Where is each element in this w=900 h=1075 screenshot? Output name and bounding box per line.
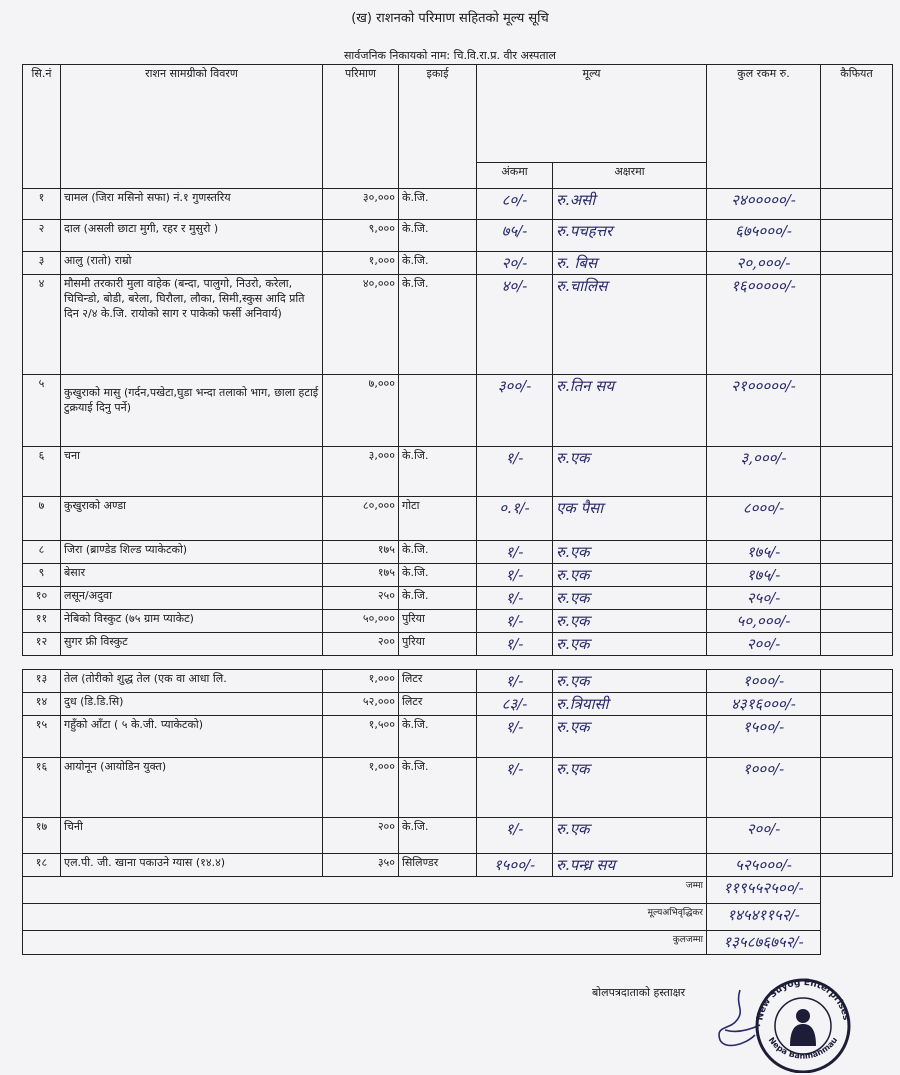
row-rate: १/- [477, 670, 553, 693]
table-row [23, 587, 893, 610]
stamp-emblem-icon [790, 1009, 816, 1046]
row-quantity: २०० [323, 633, 399, 656]
row-remarks [821, 541, 893, 564]
row-total: ४३१६०००/- [707, 693, 821, 716]
header-total: कुल रकम रु. [707, 65, 821, 189]
row-rate: १/- [477, 633, 553, 656]
row-sn: ४ [23, 275, 61, 375]
row-rate: ८३/- [477, 693, 553, 716]
row-rate: १/- [477, 818, 553, 854]
header-unit: इकाई [399, 65, 477, 189]
row-total: १६०००००/- [707, 275, 821, 375]
row-rate: १/- [477, 447, 553, 497]
row-total: ८०००/- [707, 497, 821, 541]
grand-total-value: १३५८७६७५२/- [707, 931, 821, 955]
row-sn: १८ [23, 854, 61, 877]
row-item: एल.पी. जी. खाना पकाउने ग्यास (१४.४) [61, 854, 323, 877]
row-rate: ४०/- [477, 275, 553, 375]
row-quantity: १,५०० [323, 716, 399, 758]
row-words: रु.पचहत्तर [553, 220, 707, 252]
row-sn: १० [23, 587, 61, 610]
row-item: चामल (जिरा मसिनो सफा) नं.१ गुणस्तरिय [61, 189, 323, 220]
row-unit: पुरिया [399, 610, 477, 633]
row-words: रु.तिन सय [553, 375, 707, 447]
row-unit: के.जि. [399, 447, 477, 497]
row-total: ५२५०००/- [707, 854, 821, 877]
row-words: रु.चालिस [553, 275, 707, 375]
row-total: २४०००००/- [707, 189, 821, 220]
row-total: २५०/- [707, 587, 821, 610]
row-remarks [821, 564, 893, 587]
row-rate: १/- [477, 716, 553, 758]
row-quantity: ३,००० [323, 447, 399, 497]
row-unit: के.जि. [399, 587, 477, 610]
table-row [23, 758, 893, 818]
row-unit: के.जि. [399, 716, 477, 758]
table-row [23, 497, 893, 541]
row-unit: के.जि. [399, 818, 477, 854]
row-quantity: १,००० [323, 758, 399, 818]
row-words: रु.एक [553, 670, 707, 693]
row-quantity: १,००० [323, 252, 399, 275]
row-sn: ८ [23, 541, 61, 564]
row-rate: ८०/- [477, 189, 553, 220]
row-rate: १/- [477, 758, 553, 818]
header-quantity: परिमाण [323, 65, 399, 189]
table-gap [23, 656, 893, 670]
row-words: रु.एक [553, 633, 707, 656]
row-item: सुगर फ्री विस्कुट [61, 633, 323, 656]
row-total: १७५/- [707, 564, 821, 587]
vat-value: १४५४११५२/- [707, 904, 821, 931]
row-unit: पुरिया [399, 633, 477, 656]
table-row [23, 220, 893, 252]
row-item: चना [61, 447, 323, 497]
row-total: २००/- [707, 818, 821, 854]
company-stamp [748, 968, 858, 1073]
table-row [23, 818, 893, 854]
row-total: ५०,०००/- [707, 610, 821, 633]
row-words: रु.एक [553, 447, 707, 497]
row-quantity: ५०,००० [323, 610, 399, 633]
row-unit: गोटा [399, 497, 477, 541]
row-words: रु.त्रियासी [553, 693, 707, 716]
row-quantity: २५० [323, 587, 399, 610]
vat-label: मूल्यअभिवृद्धिकर [23, 904, 707, 931]
table-row [23, 275, 893, 375]
row-remarks [821, 220, 893, 252]
row-remarks [821, 693, 893, 716]
row-item: आयोनून (आयोडिन युक्त) [61, 758, 323, 818]
row-total: २१०००००/- [707, 375, 821, 447]
table-row [23, 854, 893, 877]
row-remarks [821, 497, 893, 541]
row-sn: १ [23, 189, 61, 220]
row-quantity: ९,००० [323, 220, 399, 252]
stamp-company-name: New Suyog Enterprises [755, 977, 851, 1022]
row-total: १७५/- [707, 541, 821, 564]
row-total: ३,०००/- [707, 447, 821, 497]
row-rate: ०.१/- [477, 497, 553, 541]
subtotal-row [23, 877, 893, 904]
row-remarks [821, 716, 893, 758]
row-words: रु.एक [553, 564, 707, 587]
row-unit: लिटर [399, 693, 477, 716]
row-remarks [821, 818, 893, 854]
row-total: १५००/- [707, 716, 821, 758]
row-words: रु.असी [553, 189, 707, 220]
row-rate: २०/- [477, 252, 553, 275]
row-unit: लिटर [399, 670, 477, 693]
row-quantity: १,००० [323, 670, 399, 693]
row-sn: १५ [23, 716, 61, 758]
row-remarks [821, 758, 893, 818]
table-row [23, 447, 893, 497]
row-rate: १/- [477, 587, 553, 610]
row-sn: १४ [23, 693, 61, 716]
header-in-figures: अंकमा [477, 163, 553, 189]
row-item: तेल (तोरीको शुद्ध तेल (एक वा आधा लि. [61, 670, 323, 693]
row-item: आलु (रातो) राम्रो [61, 252, 323, 275]
row-item: गहुँको आँटा ( ५ के.जी. प्याकेटको) [61, 716, 323, 758]
row-rate: ३००/- [477, 375, 553, 447]
row-item: लसून/अदुवा [61, 587, 323, 610]
row-quantity: १७५ [323, 541, 399, 564]
row-total: १०००/- [707, 758, 821, 818]
row-unit [399, 375, 477, 447]
table-row [23, 564, 893, 587]
header-remarks: कैफियत [821, 65, 893, 189]
grand-total-row [23, 931, 893, 955]
header-sn: सि.नं [23, 65, 61, 189]
row-quantity: ३५० [323, 854, 399, 877]
row-rate: १/- [477, 564, 553, 587]
row-words: एक पैसा [553, 497, 707, 541]
row-sn: ७ [23, 497, 61, 541]
table-row [23, 252, 893, 275]
row-remarks [821, 587, 893, 610]
table-row [23, 189, 893, 220]
row-sn: १७ [23, 818, 61, 854]
row-quantity: २०० [323, 818, 399, 854]
row-item: दुध (डि.डि.सि) [61, 693, 323, 716]
row-quantity: १७५ [323, 564, 399, 587]
row-item: चिनी [61, 818, 323, 854]
row-words: रु.पन्ध्र सय [553, 854, 707, 877]
row-sn: ५ [23, 375, 61, 447]
row-remarks [821, 854, 893, 877]
row-item: बेसार [61, 564, 323, 587]
row-quantity: ५२,००० [323, 693, 399, 716]
row-remarks [821, 633, 893, 656]
header-item: राशन सामग्रीको विवरण [61, 65, 323, 189]
row-quantity: ३०,००० [323, 189, 399, 220]
row-remarks [821, 447, 893, 497]
row-unit: के.जि. [399, 564, 477, 587]
table-row [23, 693, 893, 716]
row-unit: सिलिण्डर [399, 854, 477, 877]
row-remarks [821, 610, 893, 633]
row-unit: के.जि. [399, 220, 477, 252]
row-words: रु.एक [553, 587, 707, 610]
row-unit: के.जि. [399, 252, 477, 275]
row-unit: के.जि. [399, 758, 477, 818]
row-sn: ११ [23, 610, 61, 633]
row-words: रु.एक [553, 541, 707, 564]
row-rate: १/- [477, 541, 553, 564]
row-sn: ९ [23, 564, 61, 587]
stamp-place: Nepa Banmahmau [766, 1035, 840, 1061]
row-sn: १२ [23, 633, 61, 656]
row-unit: के.जि. [399, 541, 477, 564]
table-row [23, 610, 893, 633]
row-total: २०,०००/- [707, 252, 821, 275]
table-row [23, 541, 893, 564]
signature-label: बोलपत्रदाताको हस्ताक्षर [592, 986, 686, 999]
row-remarks [821, 189, 893, 220]
row-rate: ७५/- [477, 220, 553, 252]
row-remarks [821, 670, 893, 693]
header-in-words: अक्षरमा [553, 163, 707, 189]
row-item: दाल (असली छाटा मुगी, रहर र मुसुरो ) [61, 220, 323, 252]
row-sn: २ [23, 220, 61, 252]
row-words: रु.एक [553, 758, 707, 818]
header-price: मूल्य [477, 65, 707, 163]
row-total: २००/- [707, 633, 821, 656]
row-remarks [821, 252, 893, 275]
row-total: ६७५०००/- [707, 220, 821, 252]
row-words: रु.एक [553, 716, 707, 758]
row-rate: १५००/- [477, 854, 553, 877]
row-total: १०००/- [707, 670, 821, 693]
document-title: (ख) राशनको परिमाण सहितको मूल्य सूचि [351, 11, 549, 26]
row-quantity: ८०,००० [323, 497, 399, 541]
table-row [23, 375, 893, 447]
row-sn: १३ [23, 670, 61, 693]
row-quantity: ४०,००० [323, 275, 399, 375]
subtotal-value: ११९५५२५००/- [707, 877, 821, 904]
row-unit: के.जि. [399, 189, 477, 220]
ration-price-table [22, 64, 893, 955]
row-remarks [821, 275, 893, 375]
row-sn: ६ [23, 447, 61, 497]
table-row [23, 633, 893, 656]
row-item: कुखुराको अण्डा [61, 497, 323, 541]
row-item: नेबिको विस्कुट (७५ ग्राम प्याकेट) [61, 610, 323, 633]
row-item: मौसमी तरकारी मुला वाहेक (बन्दा, पालुगो, निउरो, करेला, चिचिन्डो, बोडी, बरेला, घिरौला, लौका, सिमी,स्कुस आदि प्रति दिन २/४ के.जि. रायोको साग र पाकेको फर्सी अनिवार्य) [61, 275, 323, 375]
row-item: जिरा (ब्राण्डेड शिल्ड प्याकेटको) [61, 541, 323, 564]
subtotal-label: जम्मा [23, 877, 707, 904]
row-quantity: ७,००० [323, 375, 399, 447]
grand-total-label: कुलजम्मा [23, 931, 707, 955]
row-words: रु.एक [553, 818, 707, 854]
vat-row [23, 904, 893, 931]
row-remarks [821, 375, 893, 447]
row-sn: १६ [23, 758, 61, 818]
row-sn: ३ [23, 252, 61, 275]
row-item: कुखुराको मासु (गर्दन,पखेटा,घुडा भन्दा तलाको भाग, छाला हटाई टुक्रयाई दिनु पर्ने) [61, 375, 323, 447]
row-unit: के.जि. [399, 275, 477, 375]
agency-name: सार्वजनिक निकायको नाम: चि.वि.रा.प्र. वीर अस्पताल [344, 49, 556, 62]
row-rate: १/- [477, 610, 553, 633]
row-words: रु. बिस [553, 252, 707, 275]
row-words: रु.एक [553, 610, 707, 633]
table-row [23, 670, 893, 693]
table-row [23, 716, 893, 758]
